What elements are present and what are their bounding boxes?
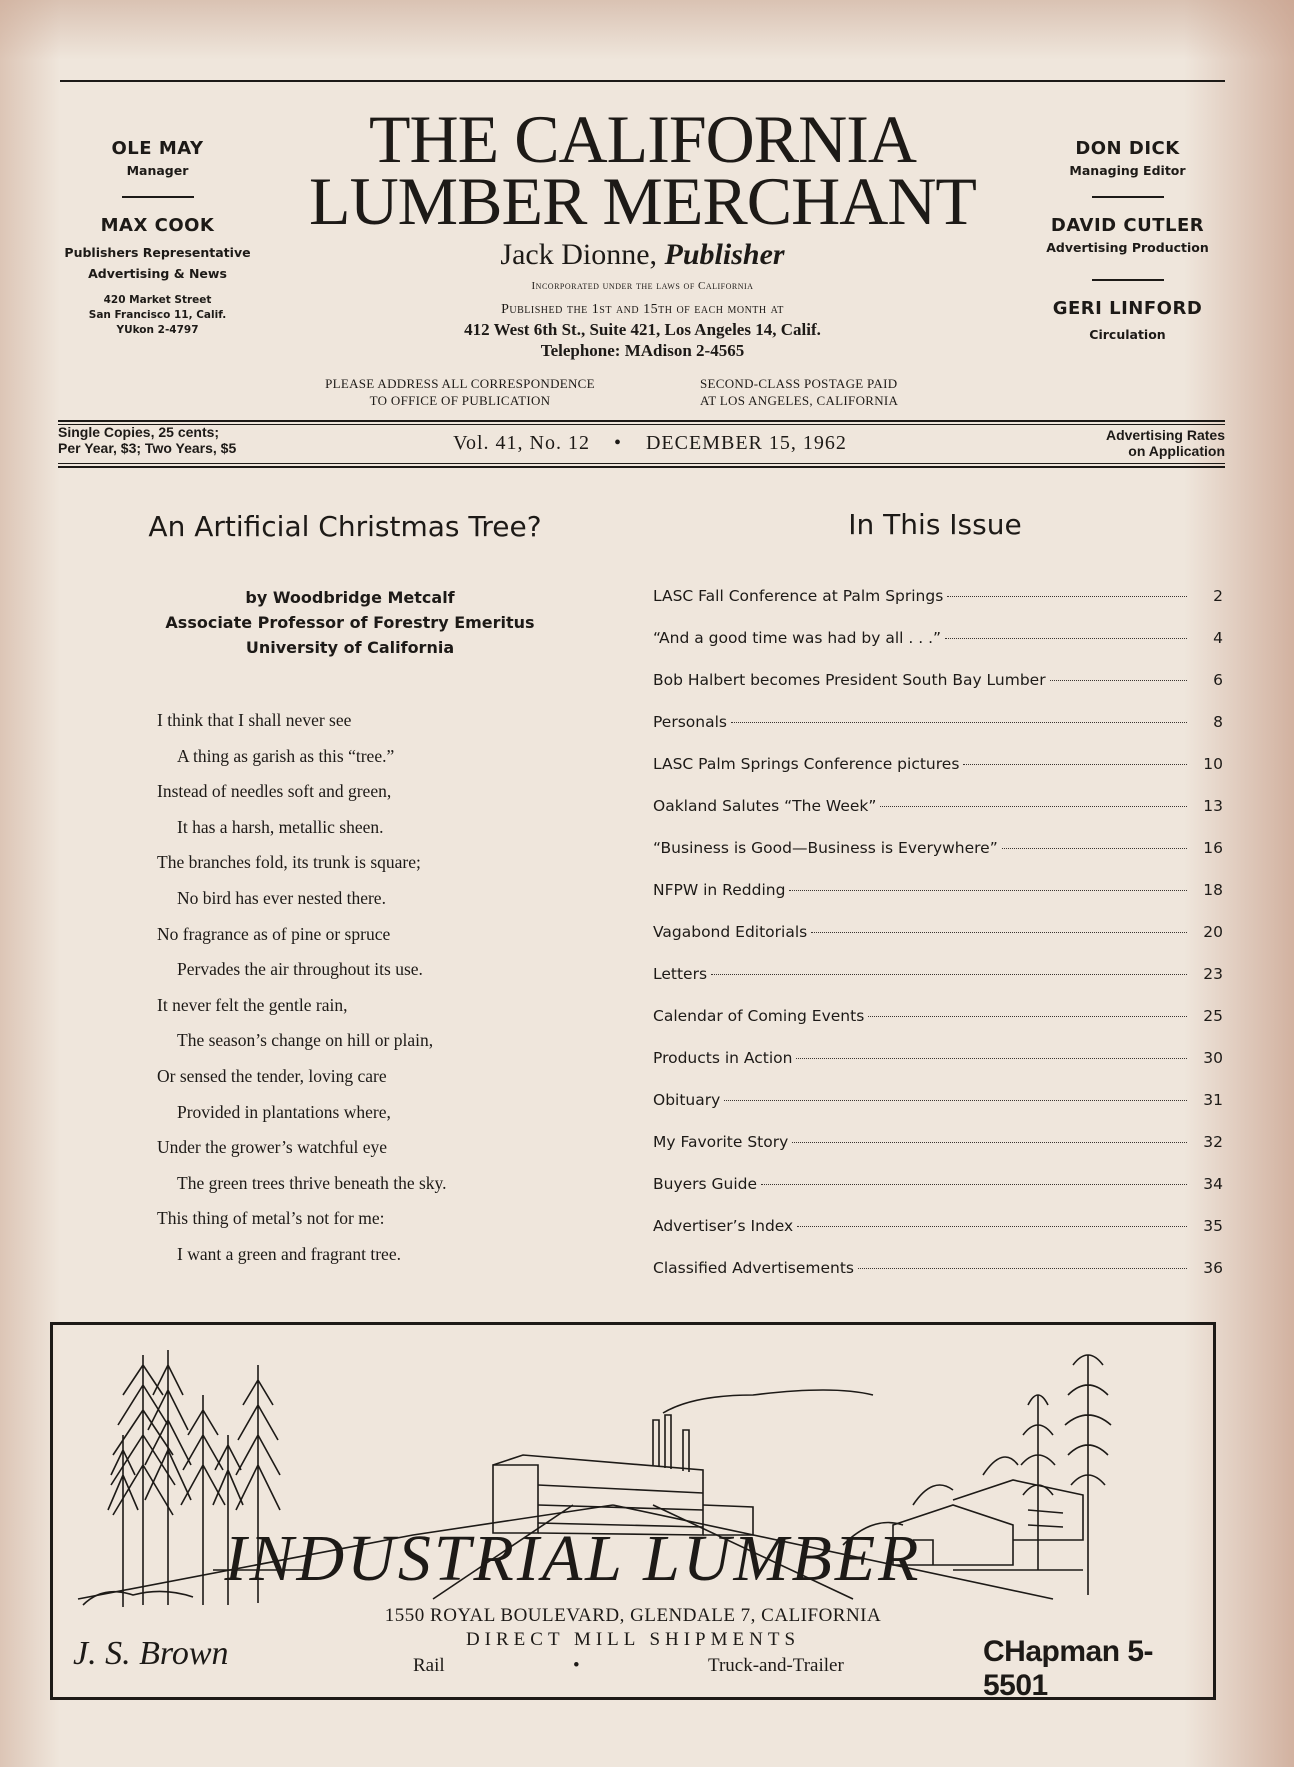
toc-leader-dots [947,596,1187,597]
toc-item [653,713,1223,735]
publisher-name: Jack Dionne, [500,238,658,271]
publisher-role: Publisher [664,238,785,271]
staff-role: Manager [126,163,189,178]
toc-item-title: Oakland Salutes “The Week” [653,797,877,815]
poem-line: The branches fold, its trunk is square; [157,852,421,873]
toc-item-title: Buyers Guide [653,1175,758,1193]
toc-item-page: 30 [1203,1049,1223,1067]
toc-leader-dots [792,1142,1187,1143]
toc-leader-dots [789,890,1187,891]
toc-item-title: Products in Action [653,1049,793,1067]
ad-signature: J. S. Brown [73,1635,229,1672]
toc-item-title: “Business is Good—Business is Everywhere” [653,839,998,857]
toc-item [653,1007,1223,1029]
toc-leader-dots [1050,680,1187,681]
toc-item [653,587,1223,609]
toc-item-title: NFPW in Redding [653,881,786,899]
toc-item [653,1049,1223,1071]
toc-item-page: 8 [1213,713,1223,731]
toc-leader-dots [880,806,1187,807]
toc-item-title: Classified Advertisements [653,1259,855,1277]
toc-leader-dots [761,1184,1187,1185]
ad-ship-bullet: • [573,1655,580,1676]
toc-item-page: 34 [1203,1175,1223,1193]
toc-leader-dots [796,1058,1187,1059]
byline-author: by Woodbridge Metcalf [245,588,455,607]
toc-item [653,755,1223,777]
masthead-center [265,101,1020,361]
staff-name: DON DICK [1075,138,1180,159]
toc-item-title: Vagabond Editorials [653,923,808,941]
correspondence-line: PLEASE ADDRESS ALL CORRESPONDENCE [325,376,595,391]
poem-line: Provided in plantations where, [177,1101,391,1122]
mill-building [493,1390,873,1535]
poem-line: No fragrance as of pine or spruce [157,923,391,944]
toc-item [653,965,1223,987]
price-line: Per Year, $3; Two Years, $5 [58,440,237,456]
staff-right [1030,138,1225,342]
office-address: 412 West 6th St., Suite 421, Los Angeles 14, Calif. [464,320,821,339]
toc-leader-dots [731,722,1187,723]
staff-name: GERI LINFORD [1052,298,1203,319]
divider [1092,196,1164,198]
toc-item-title: Letters [653,965,708,983]
toc-item-page: 36 [1203,1259,1223,1277]
issue-bar-bottom-rule-thin [58,463,1225,464]
staff-address: 420 Market Street [103,294,212,306]
staff-phone: YUkon 2-4797 [116,324,199,336]
article-byline [120,585,580,660]
toc-leader-dots [963,764,1187,765]
toc-item [653,839,1223,861]
price-line: Single Copies, 25 cents; [58,424,220,440]
issue-bar-top-rule [58,420,1225,422]
ad-phone: CHapman 5-5501 [983,1635,1154,1702]
volume-number: Vol. 41, No. 12 [453,432,590,454]
toc-item [653,629,1223,651]
masthead-title-line2: LUMBER MERCHANT [309,163,976,239]
poem-line: Pervades the air throughout its use. [177,959,423,980]
ad-ship-truck: Truck-and-Trailer [708,1655,844,1676]
staff-role: Advertising & News [88,266,227,281]
toc-leader-dots [797,1226,1187,1227]
toc-item [653,1175,1223,1197]
staff-role: Advertising Production [1046,240,1209,255]
toc-item [653,881,1223,903]
toc-item-page: 20 [1203,923,1223,941]
toc-leader-dots [711,974,1187,975]
toc-heading: In This Issue [848,508,1022,541]
postage-note [700,375,980,409]
toc-item-page: 35 [1203,1217,1223,1235]
staff-address: San Francisco 11, Calif. [88,309,227,321]
toc-item-title: Obituary [653,1091,721,1109]
poem-line: I want a green and fragrant tree. [177,1244,401,1264]
toc-item-title: Calendar of Coming Events [653,1007,865,1025]
toc-item-title: Personals [653,713,727,731]
poem-line: Instead of needles soft and green, [157,781,392,802]
ad-rates-line: on Application [1128,443,1225,459]
ad-address: 1550 ROYAL BOULEVARD, GLENDALE 7, CALIFORNIA [384,1605,882,1626]
advertising-rates [1050,427,1225,459]
toc-item-page: 13 [1203,797,1223,815]
poem-line: This thing of metal’s not for me: [157,1208,385,1229]
toc-item-page: 16 [1203,839,1223,857]
divider [1092,279,1164,281]
poem-line: The season’s change on hill or plain, [177,1030,434,1051]
ad-ship-rail: Rail [413,1655,445,1676]
poem-line: It never felt the gentle rain, [157,994,348,1015]
poem-line: No bird has ever nested there. [177,888,386,908]
poem-line: I think that I shall never see [157,710,352,730]
toc-leader-dots [868,1016,1187,1017]
toc-item-page: 32 [1203,1133,1223,1151]
toc-item-title: Advertiser’s Index [653,1217,794,1235]
ad-tagline: DIRECT MILL SHIPMENTS [465,1629,801,1650]
ad-company-name: INDUSTRIAL LUMBER [224,1522,922,1595]
toc-item-title: LASC Palm Springs Conference pictures [653,755,960,773]
toc-leader-dots [1002,848,1187,849]
staff-name: OLE MAY [111,138,204,159]
staff-left [60,138,255,338]
toc-item-title: Bob Halbert becomes President South Bay Lumber [653,671,1046,689]
ad-rates-line: Advertising Rates [1105,427,1225,443]
toc-item [653,1133,1223,1155]
toc-item [653,1259,1223,1281]
toc-item-page: 18 [1203,881,1223,899]
poem-line: Or sensed the tender, loving care [157,1066,387,1086]
published-schedule: Published the 1st and 15th of each month at [501,302,784,317]
toc-leader-dots [724,1100,1187,1101]
toc-item-page: 25 [1203,1007,1223,1025]
correspondence-note [290,375,630,409]
issue-bar-bottom-rule [58,466,1225,468]
bullet-separator: • [613,432,622,454]
poem-line: A thing as garish as this “tree.” [177,745,395,766]
correspondence-line: TO OFFICE OF PUBLICATION [369,393,551,408]
issue-date: DECEMBER 15, 1962 [645,432,847,454]
staff-role: Publishers Representative [64,245,251,260]
staff-name: DAVID CUTLER [1050,215,1205,236]
staff-role: Circulation [1089,327,1166,342]
staff-role: Managing Editor [1069,163,1186,178]
toc-item-page: 23 [1203,965,1223,983]
toc-leader-dots [858,1268,1187,1269]
masthead-top-rule [60,80,1225,82]
toc-item-page: 10 [1203,755,1223,773]
incorporated-note: Incorporated under the laws of California [531,280,754,292]
postage-line: AT LOS ANGELES, CALIFORNIA [700,393,899,408]
toc-item-page: 6 [1213,671,1223,689]
article-title: An Artificial Christmas Tree? [148,510,542,543]
toc-item-title: My Favorite Story [653,1133,789,1151]
tree-group-right [1021,1355,1111,1595]
poem-line: Under the grower’s watchful eye [157,1137,388,1158]
toc-item-page: 31 [1203,1091,1223,1109]
toc-leader-dots [945,638,1187,639]
postage-line: SECOND-CLASS POSTAGE PAID [700,376,898,391]
toc-item [653,1217,1223,1239]
toc-item-page: 4 [1213,629,1223,647]
toc-item [653,923,1223,945]
poem-line: It has a harsh, metallic sheen. [177,816,384,837]
toc-item-page: 2 [1213,587,1223,605]
byline-title: Associate Professor of Forestry Emeritus [165,613,535,632]
publisher-line [265,238,1020,272]
toc-item [653,1091,1223,1113]
office-telephone: Telephone: MAdison 2-4565 [540,341,745,360]
masthead-title-line1: THE CALIFORNIA [369,101,916,177]
toc-leader-dots [811,932,1187,933]
staff-name: MAX COOK [100,215,215,236]
toc-item-title: LASC Fall Conference at Palm Springs [653,587,944,605]
issue-info [400,432,900,455]
divider [122,196,194,198]
toc-item-title: “And a good time was had by all . . .” [653,629,942,647]
advertisement [50,1322,1216,1700]
byline-affiliation: University of California [245,638,455,657]
toc-item [653,797,1223,819]
toc-item [653,671,1223,693]
subscription-price [58,424,236,456]
poem-line: The green trees thrive beneath the sky. [177,1172,447,1193]
